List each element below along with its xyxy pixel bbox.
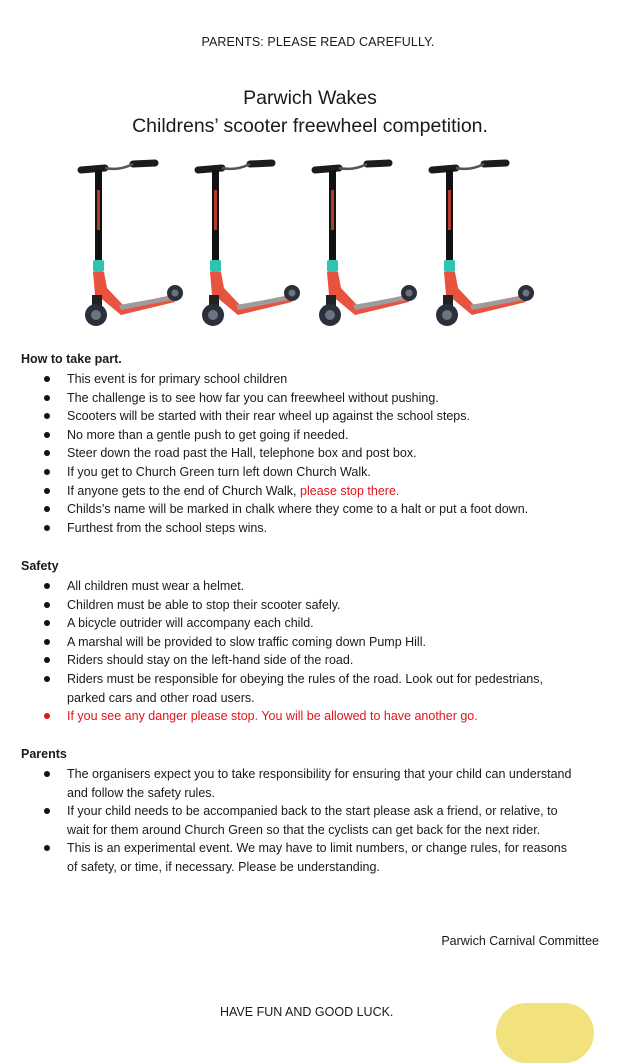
scooter-image xyxy=(426,155,541,330)
bullet-icon xyxy=(44,620,50,626)
list-item: Furthest from the school steps wins. xyxy=(0,519,600,538)
list-item: This is an experimental event. We may have to limit numbers, or change rules, for reasons of safety, or time, if necessary. Please be understanding. xyxy=(0,839,600,876)
list-item: If anyone gets to the end of Church Walk, please stop there. xyxy=(0,482,600,501)
bullet-icon xyxy=(44,771,50,777)
list-item: The organisers expect you to take responsibility for ensuring that your child can understand and follow the safety rules. xyxy=(0,765,600,802)
list-item: Childs’s name will be marked in chalk where they come to a halt or put a foot down. xyxy=(0,500,600,519)
list-item: Riders should stay on the left-hand side of the road. xyxy=(0,651,600,670)
scooter-icon xyxy=(315,163,417,326)
closing-message: HAVE FUN AND GOOD LUCK. xyxy=(220,1005,394,1019)
bullet-icon xyxy=(44,676,50,682)
parents-list xyxy=(0,765,600,877)
list-item: The challenge is to see how far you can freewheel without pushing. xyxy=(0,389,600,408)
bullet-icon xyxy=(44,845,50,851)
list-item: Steer down the road past the Hall, telephone box and post box. xyxy=(0,444,600,463)
bullet-icon xyxy=(44,450,50,456)
list-item: If you get to Church Green turn left down Church Walk. xyxy=(0,463,600,482)
bullet-icon xyxy=(44,488,50,494)
scooter-icon xyxy=(81,163,183,326)
section-heading-parents: Parents xyxy=(21,747,67,761)
scooter-image xyxy=(75,155,190,330)
list-item: All children must wear a helmet. xyxy=(0,577,600,596)
bullet-icon xyxy=(44,713,50,719)
bullet-icon xyxy=(44,413,50,419)
list-item: This event is for primary school children xyxy=(0,370,600,389)
bullet-icon xyxy=(44,583,50,589)
scooter-icon xyxy=(198,163,300,326)
bullet-icon xyxy=(44,639,50,645)
scooter-icon xyxy=(432,163,534,326)
bullet-icon xyxy=(44,469,50,475)
title-line-event: Parwich Wakes xyxy=(243,87,377,109)
list-item: Scooters will be started with their rear wheel up against the school steps. xyxy=(0,407,600,426)
list-item: A bicycle outrider will accompany each child. xyxy=(0,614,600,633)
section-heading-how-to: How to take part. xyxy=(21,352,122,366)
list-item: A marshal will be provided to slow traffic coming down Pump Hill. xyxy=(0,633,600,652)
bullet-icon xyxy=(44,506,50,512)
list-item-danger-warning: If you see any danger please stop. You will be allowed to have another go. xyxy=(0,707,600,726)
list-item: Riders must be responsible for obeying the rules of the road. Look out for pedestrians, parked cars and other road users. xyxy=(0,670,600,707)
list-item: If your child needs to be accompanied back to the start please ask a friend, or relative, to wait for them around Church Green so that the cyclists can get back for the next rider. xyxy=(0,802,600,839)
stop-warning: please stop there. xyxy=(300,483,400,498)
scooter-image xyxy=(309,155,424,330)
scooter-image xyxy=(192,155,307,330)
notice-header: PARENTS: PLEASE READ CAREFULLY. xyxy=(201,35,435,49)
bullet-icon xyxy=(44,432,50,438)
how-to-list xyxy=(0,370,600,537)
bullet-icon xyxy=(44,808,50,814)
bullet-icon xyxy=(44,602,50,608)
title-line-competition: Childrens’ scooter freewheel competition. xyxy=(132,115,488,137)
floating-action-button[interactable] xyxy=(496,1003,594,1063)
bullet-icon xyxy=(44,376,50,382)
list-item: No more than a gentle push to get going if needed. xyxy=(0,426,600,445)
bullet-icon xyxy=(44,395,50,401)
document-title xyxy=(0,84,620,140)
bullet-icon xyxy=(44,525,50,531)
scooter-image-row xyxy=(75,155,555,330)
bullet-icon xyxy=(44,657,50,663)
section-heading-safety: Safety xyxy=(21,559,59,573)
list-item: Children must be able to stop their scooter safely. xyxy=(0,596,600,615)
safety-list xyxy=(0,577,600,726)
signature: Parwich Carnival Committee xyxy=(441,934,599,948)
